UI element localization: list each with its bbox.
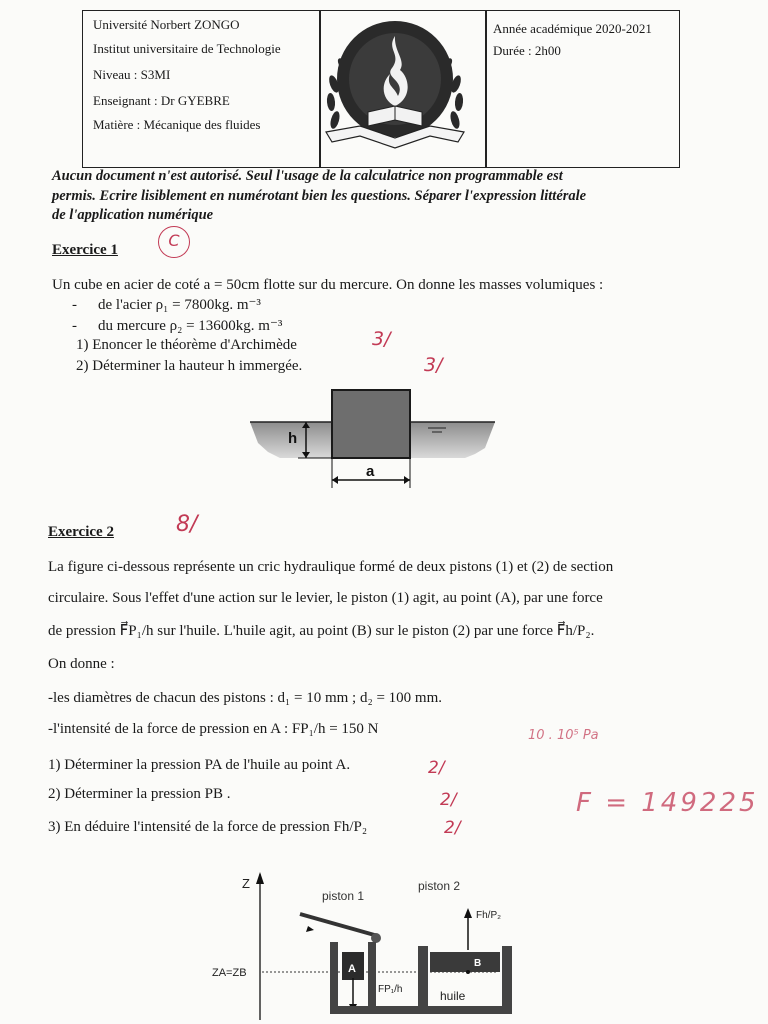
grade-mark-ex2-q3: 2/ — [444, 818, 461, 838]
grade-mark-ex2-q1: 2/ — [428, 758, 445, 778]
exercise1-statement: Un cube en acier de coté a = 50cm flotte sur du mercure. On donne les masses volumiques : — [52, 277, 604, 293]
level-label: ZA=ZB — [212, 967, 247, 979]
academic-year: Année académique 2020-2021 — [493, 21, 652, 36]
exercise2-question-1: 1) Déterminer la pression PA de l'huile au point A. — [48, 757, 351, 773]
duration: Durée : 2h00 — [493, 43, 561, 58]
piston1-label: piston 1 — [322, 889, 365, 903]
university-seal-logo — [320, 14, 470, 159]
exercise1-grade-circle: C — [158, 226, 190, 258]
instructions-line-1: Aucun document n'est autorisé. Seul l'usage de la calculatrice non programmable est — [52, 168, 563, 184]
grade-mark-q2: 3/ — [424, 354, 443, 376]
exercise2-question-3: 3) En déduire l'intensité de la force de pression Fh/P₂ — [48, 819, 368, 835]
cylinder1-wall-right — [368, 942, 376, 1008]
point-b-dot — [466, 970, 470, 974]
force-p1-label: FP₁/h — [378, 984, 403, 995]
university-name: Université Norbert ZONGO — [93, 17, 240, 32]
reservoir-base — [330, 1006, 512, 1014]
lever — [300, 914, 378, 936]
z-axis-arrow — [256, 872, 264, 884]
side-result: F = 149225 — [576, 788, 759, 818]
exercise2-title: Exercice 2 — [48, 524, 114, 540]
cylinder2-wall-right — [502, 946, 512, 1008]
piston2-body — [430, 952, 500, 972]
exercise2-paragraph-3: de pression F⃗P₁/h sur l'huile. L'huile agit, au point (B) sur le piston (2) par une force F⃗h/P₂. — [48, 623, 595, 639]
institute-name: Institut universitaire de Technologie — [93, 41, 281, 56]
point-a-label: A — [348, 963, 356, 975]
piston2-label: piston 2 — [418, 879, 461, 893]
exercise2-question-2: 2) Déterminer la pression PB . — [48, 786, 231, 802]
exercise1-question-2: 2) Déterminer la hauteur h immergée. — [76, 358, 303, 374]
subject: Matière : Mécanique des fluides — [93, 117, 261, 132]
header-divider-right — [485, 11, 487, 167]
floating-cube-figure — [250, 388, 500, 494]
lever-motion-arrow — [306, 926, 314, 932]
exercise2-given: On donne : — [48, 656, 115, 672]
exercise2-force-a: -l'intensité de la force de pression en A : FP₁/h = 150 N — [48, 721, 379, 737]
exercise2-paragraph-1: La figure ci-dessous représente un cric hydraulique formé de deux pistons (1) et (2) de section — [48, 559, 614, 575]
force-arrow-p2-head — [464, 908, 472, 918]
force-p2-label: Fh/P₂ — [476, 910, 501, 921]
exercise1-bullet-marker: - — [72, 297, 77, 313]
z-axis-label: Z — [242, 876, 250, 891]
label-a: a — [366, 463, 375, 480]
exercise2-paragraph-2: circulaire. Sous l'effet d'une action sur le levier, le piston (1) agit, au point (A), par une force — [48, 590, 603, 606]
cylinder2-wall-left — [418, 946, 428, 1008]
grade-mark-ex2-q2: 2/ — [440, 790, 457, 810]
level: Niveau : S3MI — [93, 67, 171, 82]
hydraulic-jack-figure — [208, 866, 538, 1020]
exercise1-bullet-steel: de l'acier ρ₁ = 7800kg. m⁻³ — [98, 297, 261, 313]
lever-pivot — [371, 933, 381, 943]
side-calculation: 10 . 10⁵ Pa — [528, 728, 599, 743]
exercise1-title: Exercice 1 — [52, 242, 118, 258]
exercise1-bullet-mercury: du mercure ρ₂ = 13600kg. m⁻³ — [98, 318, 283, 334]
teacher: Enseignant : Dr GYEBRE — [93, 93, 230, 108]
exercise2-grade-mark: 8/ — [176, 512, 198, 537]
instructions-line-2: permis. Ecrire lisiblement en numérotant bien les questions. Séparer l'expression littérale — [52, 188, 587, 204]
exercise1-question-1: 1) Enoncer le théorème d'Archimède — [76, 337, 297, 353]
instructions-line-3: de l'application numérique — [52, 207, 214, 223]
label-h: h — [288, 430, 298, 447]
grade-mark-q1: 3/ — [372, 328, 391, 350]
oil-label: huile — [440, 989, 466, 1003]
cylinder1-wall-left — [330, 942, 338, 1008]
exercise1-bullet-marker: - — [72, 318, 77, 334]
steel-cube — [332, 390, 410, 458]
exercise2-diameters: -les diamètres de chacun des pistons : d₁ = 10 mm ; d₂ = 100 mm. — [48, 690, 442, 706]
point-b-label: B — [474, 958, 482, 969]
